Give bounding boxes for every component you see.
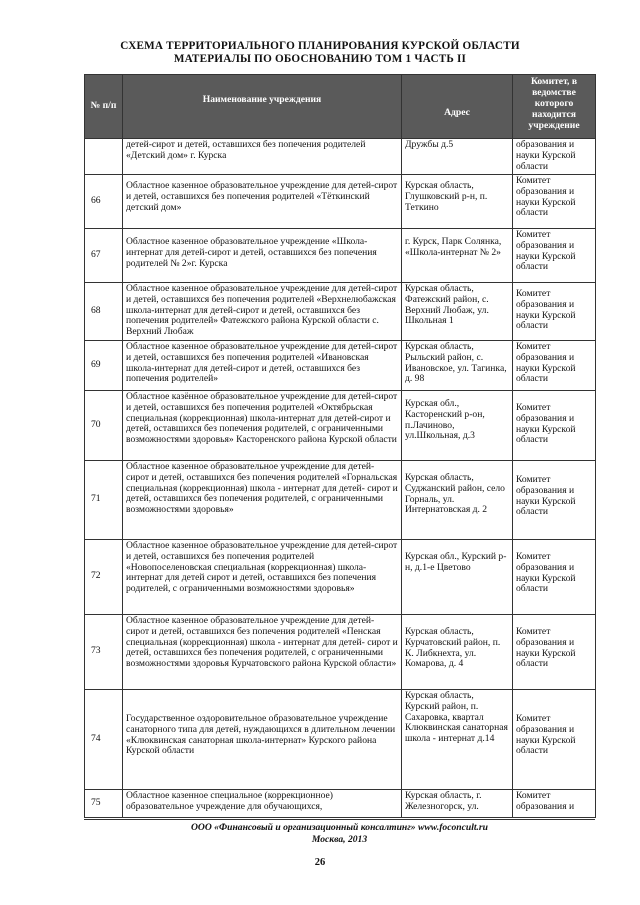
row-ministry: Комитет образования и науки Курской области xyxy=(513,689,596,789)
row-name: Областное казенное образовательное учреждение для детей-сирот и детей, оставшихся без попечения родителей «Ивановская школа-интернат для детей-сирот и детей, оставшихся без попечения родителей» xyxy=(123,340,402,390)
row-name: Областное казенное образовательное учреждение для детей-сирот и детей, оставшихся без попечения родителей «Новопоселеновская специальная (коррекционная) школа-интернат для детей сирот и детей, оставшихся без попечения родителей, с ограниченными возможностями здоровья» xyxy=(123,539,402,614)
row-address: Курская область, Суджанский район, село Горналь, ул. Интернатовская д. 2 xyxy=(402,460,513,539)
row-address: Курская область, Фатежский район, с. Верхний Любаж, ул. Школьная 1 xyxy=(402,282,513,340)
footer-city-year: Москва, 2013 xyxy=(311,834,368,845)
row-num: 69 xyxy=(85,340,123,390)
header-title: СХЕМА ТЕРРИТОРИАЛЬНОГО ПЛАНИРОВАНИЯ КУРСКОЙ ОБЛАСТИ xyxy=(120,40,520,52)
header-subtitle: МАТЕРИАЛЫ ПО ОБОСНОВАНИЮ ТОМ 1 ЧАСТЬ II xyxy=(173,53,467,65)
row-ministry: Комитет образования и xyxy=(513,789,596,817)
table-row xyxy=(85,789,596,817)
row-address: г. Курск, Парк Солянка, «Школа-интернат № 2» xyxy=(402,228,513,282)
document-header xyxy=(0,40,640,66)
row-name: Областное казенное образовательное учреждение для детей- сирот и детей, оставшихся без попечения родителей «Горнальская специальная (коррекционная) школа - интернат для детей- сирот и детей, оставшихся без попечения родителей, с ограниченными возможностями здоровья» xyxy=(123,460,402,539)
row-name: детей-сирот и детей, оставшихся без попечения родителей «Детский дом» г. Курска xyxy=(123,139,402,175)
page-number: 26 xyxy=(314,857,326,868)
row-num: 75 xyxy=(85,789,123,817)
row-num: 66 xyxy=(85,174,123,228)
row-ministry: Комитет образования и науки Курской области xyxy=(513,228,596,282)
row-ministry: образования и науки Курской области xyxy=(513,139,596,175)
row-ministry: Комитет образования и науки Курской области xyxy=(513,539,596,614)
row-ministry: Комитет образования и науки Курской области xyxy=(513,340,596,390)
row-num: 68 xyxy=(85,282,123,340)
table-row xyxy=(85,689,596,789)
row-address: Курская обл., Курский р-н, д.1-е Цветово xyxy=(402,539,513,614)
footer-company: ООО «Финансовый и организационный консалтинг» www.foconcult.ru xyxy=(190,822,489,833)
row-ministry: Комитет образования и науки Курской области xyxy=(513,460,596,539)
row-address: Курская область, г. Железногорск, ул. xyxy=(402,789,513,817)
row-address: Курская область, Рыльский район, с. Ивановское, ул. Тагинка, д. 98 xyxy=(402,340,513,390)
table-row xyxy=(85,139,596,175)
row-num: 71 xyxy=(85,460,123,539)
table-row xyxy=(85,174,596,228)
row-ministry: Комитет образования и науки Курской области xyxy=(513,174,596,228)
row-address: Курская область, Глушковский р-н, п. Теткино xyxy=(402,174,513,228)
row-address: Курская область, Курчатовский район, п. К. Либкнехта, ул. Комарова, д. 4 xyxy=(402,614,513,689)
row-num: 74 xyxy=(85,689,123,789)
row-name: Государственное оздоровительное образовательное учреждение санаторного типа для детей, нуждающихся в длительном лечении «Клюквинская санаторная школа-интернат» Курского района Курской области xyxy=(123,689,402,789)
institutions-table xyxy=(84,74,596,818)
row-num xyxy=(85,139,123,175)
row-name: Областное казенное образовательное учреждение для детей- сирот и детей, оставшихся без попечения родителей «Пенская специальная (коррекционная) школа - интернат для детей- сирот и детей, оставшихся без попечения родителей, с ограниченными возможностями здоровья Курчатовского района Курской области» xyxy=(123,614,402,689)
table-row xyxy=(85,390,596,460)
table-row xyxy=(85,539,596,614)
row-name: Областное казенное специальное (коррекционное) образовательное учреждение для обучающихся, xyxy=(123,789,402,817)
table-header-row xyxy=(85,75,596,139)
row-num: 67 xyxy=(85,228,123,282)
table-row xyxy=(85,340,596,390)
col-header-ministry: Комитет, в ведомстве которого находится учреждение xyxy=(513,75,596,139)
row-address: Курская обл., Касторенский р-он, п.Лачиново, ул.Школьная, д.3 xyxy=(402,390,513,460)
row-name: Областное казенное образовательное учреждение для детей-сирот и детей, оставшихся без попечения родителей «Тёткинский детский дом» xyxy=(123,174,402,228)
row-ministry: Комитет образования и науки Курской области xyxy=(513,390,596,460)
col-header-name: Наименование учреждения xyxy=(123,75,402,139)
table-row xyxy=(85,614,596,689)
table-row xyxy=(85,282,596,340)
row-address: Дружбы д.5 xyxy=(402,139,513,175)
row-num: 72 xyxy=(85,539,123,614)
row-name: Областное казенное образовательное учреждение для детей-сирот и детей, оставшихся без попечения родителей «Верхнелюбажская школа-интернат для детей-сирот и детей, оставшихся без попечения родителей» Фатежского района Курской области с. Верхний Любаж xyxy=(123,282,402,340)
row-ministry: Комитет образования и науки Курской области xyxy=(513,282,596,340)
row-name: Областное казенное образовательное учреждение «Школа-интернат для детей-сирот и детей, оставшихся без попечения родителей № 2»г. Курска xyxy=(123,228,402,282)
col-header-num: № п/п xyxy=(85,75,123,139)
footer-divider xyxy=(84,819,595,820)
row-name: Областное казённое образовательное учреждение для детей-сирот и детей, оставшихся без попечения родителей «Октябрьская специальная (коррекционная) школа-интернат для детей-сирот и детей, оставшихся без попечения родителей, с ограниченными возможностями здоровья» Касторенского района Курской области xyxy=(123,390,402,460)
col-header-address: Адрес xyxy=(402,75,513,139)
row-address: Курская область, Курский район, п. Сахаровка, квартал Клюквинская санаторная школа - интернат д.14 xyxy=(402,689,513,789)
row-ministry: Комитет образования и науки Курской области xyxy=(513,614,596,689)
table-row xyxy=(85,228,596,282)
table-row xyxy=(85,460,596,539)
row-num: 73 xyxy=(85,614,123,689)
row-num: 70 xyxy=(85,390,123,460)
